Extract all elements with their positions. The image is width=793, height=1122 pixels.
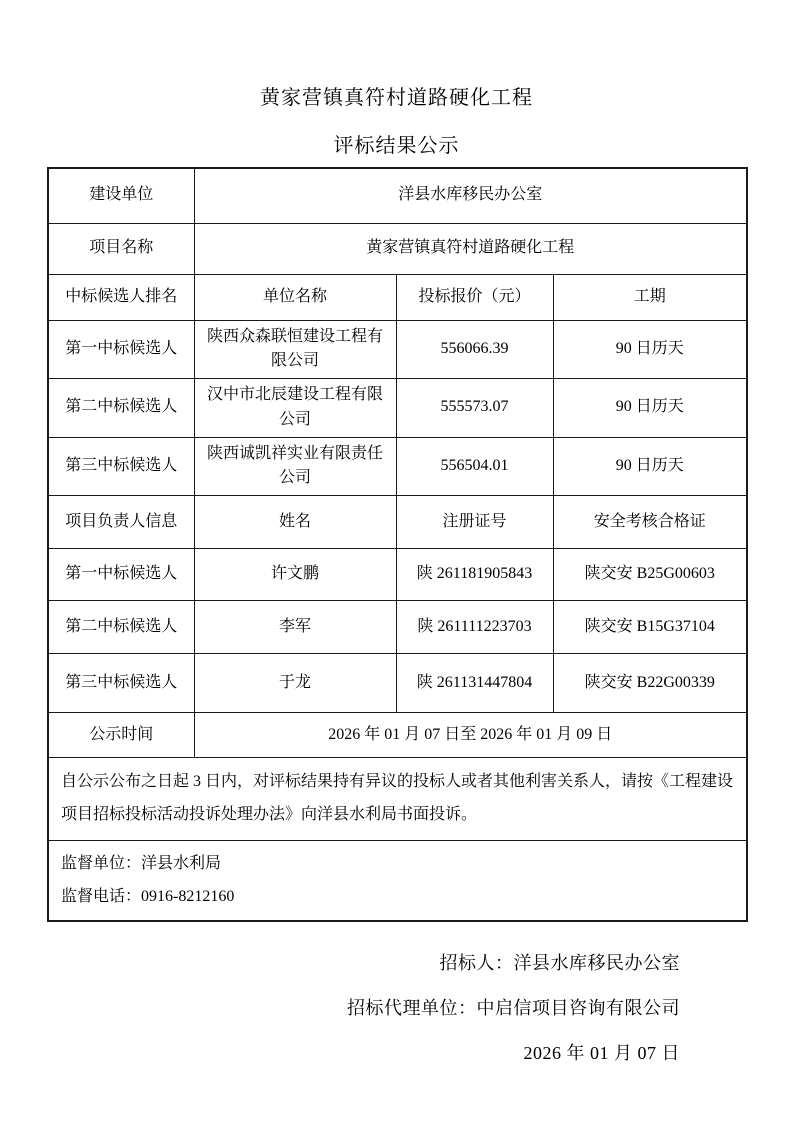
table-row-project-name xyxy=(48,223,747,274)
manager-header-reg-no: 注册证号 xyxy=(396,496,553,549)
table-row-bid-header xyxy=(48,274,747,320)
supervision-unit: 监督单位：洋县水利局 xyxy=(61,854,222,872)
supervision-phone: 监督电话：0916-8212160 xyxy=(61,888,235,906)
table-row-manager-header xyxy=(48,496,747,549)
construction-unit-value: 洋县水库移民办公室 xyxy=(194,168,747,223)
manager-rank: 第二中标候选人 xyxy=(48,601,194,654)
manager-header-label: 项目负责人信息 xyxy=(48,496,194,549)
bid-header-company: 单位名称 xyxy=(194,274,396,320)
table-row-manager-2 xyxy=(48,601,747,654)
manager-name: 李军 xyxy=(194,601,396,654)
manager-header-safety-cert: 安全考核合格证 xyxy=(553,496,747,549)
document-subtitle: 评标结果公示 xyxy=(333,135,460,157)
manager-safety-cert: 陕交安 B22G00339 xyxy=(553,654,747,713)
bid-header-rank: 中标候选人排名 xyxy=(48,274,194,320)
table-row-bid-candidate-2 xyxy=(48,379,747,438)
bid-result-table xyxy=(47,167,748,922)
bid-company: 汉中市北辰建设工程有限公司 xyxy=(194,379,396,438)
manager-rank: 第一中标候选人 xyxy=(48,549,194,601)
project-name-value: 黄家营镇真符村道路硬化工程 xyxy=(194,223,747,274)
manager-name: 于龙 xyxy=(194,654,396,713)
table-row-bid-candidate-1 xyxy=(48,320,747,379)
bid-price: 556066.39 xyxy=(396,320,553,379)
bid-duration: 90 日历天 xyxy=(553,379,747,438)
bid-company: 陕西诚凯祥实业有限责任公司 xyxy=(194,437,396,496)
bid-header-duration: 工期 xyxy=(553,274,747,320)
bid-rank: 第一中标候选人 xyxy=(48,320,194,379)
project-name-label: 项目名称 xyxy=(48,223,194,274)
supervision-info xyxy=(48,840,747,921)
date-line: 2026 年 01 月 07 日 xyxy=(523,1043,680,1064)
manager-reg-no: 陕 261111223703 xyxy=(396,601,553,654)
publicity-period-label: 公示时间 xyxy=(48,713,194,758)
construction-unit-label: 建设单位 xyxy=(48,168,194,223)
objection-notice-text: 自公示公布之日起 3 日内，对评标结果持有异议的投标人或者其他利害关系人，请按《工程建设项目招标投标活动投诉处理办法》向洋县水利局书面投诉。 xyxy=(48,758,747,841)
table-row-bid-candidate-3 xyxy=(48,437,747,496)
document-title: 黄家营镇真符村道路硬化工程 xyxy=(260,87,533,109)
table-row-publicity-period xyxy=(48,713,747,758)
signature-block xyxy=(47,950,746,1066)
manager-reg-no: 陕 261181905843 xyxy=(396,549,553,601)
table-row-manager-3 xyxy=(48,654,747,713)
bid-rank: 第二中标候选人 xyxy=(48,379,194,438)
table-row-manager-1 xyxy=(48,549,747,601)
manager-safety-cert: 陕交安 B25G00603 xyxy=(553,549,747,601)
table-row-supervision xyxy=(48,840,747,921)
table-row-objection-notice xyxy=(48,758,747,841)
agency-line: 招标代理单位：中启信项目咨询有限公司 xyxy=(347,998,680,1019)
bid-duration: 90 日历天 xyxy=(553,437,747,496)
bid-price: 555573.07 xyxy=(396,379,553,438)
bid-rank: 第三中标候选人 xyxy=(48,437,194,496)
table-row-construction-unit xyxy=(48,168,747,223)
manager-header-name: 姓名 xyxy=(194,496,396,549)
manager-reg-no: 陕 261131447804 xyxy=(396,654,553,713)
bid-duration: 90 日历天 xyxy=(553,320,747,379)
manager-rank: 第三中标候选人 xyxy=(48,654,194,713)
bid-price: 556504.01 xyxy=(396,437,553,496)
bid-header-price: 投标报价（元） xyxy=(396,274,553,320)
tenderer-line: 招标人：洋县水库移民办公室 xyxy=(439,953,680,974)
publicity-period-value: 2026 年 01 月 07 日至 2026 年 01 月 09 日 xyxy=(194,713,747,758)
manager-name: 许文鹏 xyxy=(194,549,396,601)
manager-safety-cert: 陕交安 B15G37104 xyxy=(553,601,747,654)
bid-company: 陕西众森联恒建设工程有限公司 xyxy=(194,320,396,379)
